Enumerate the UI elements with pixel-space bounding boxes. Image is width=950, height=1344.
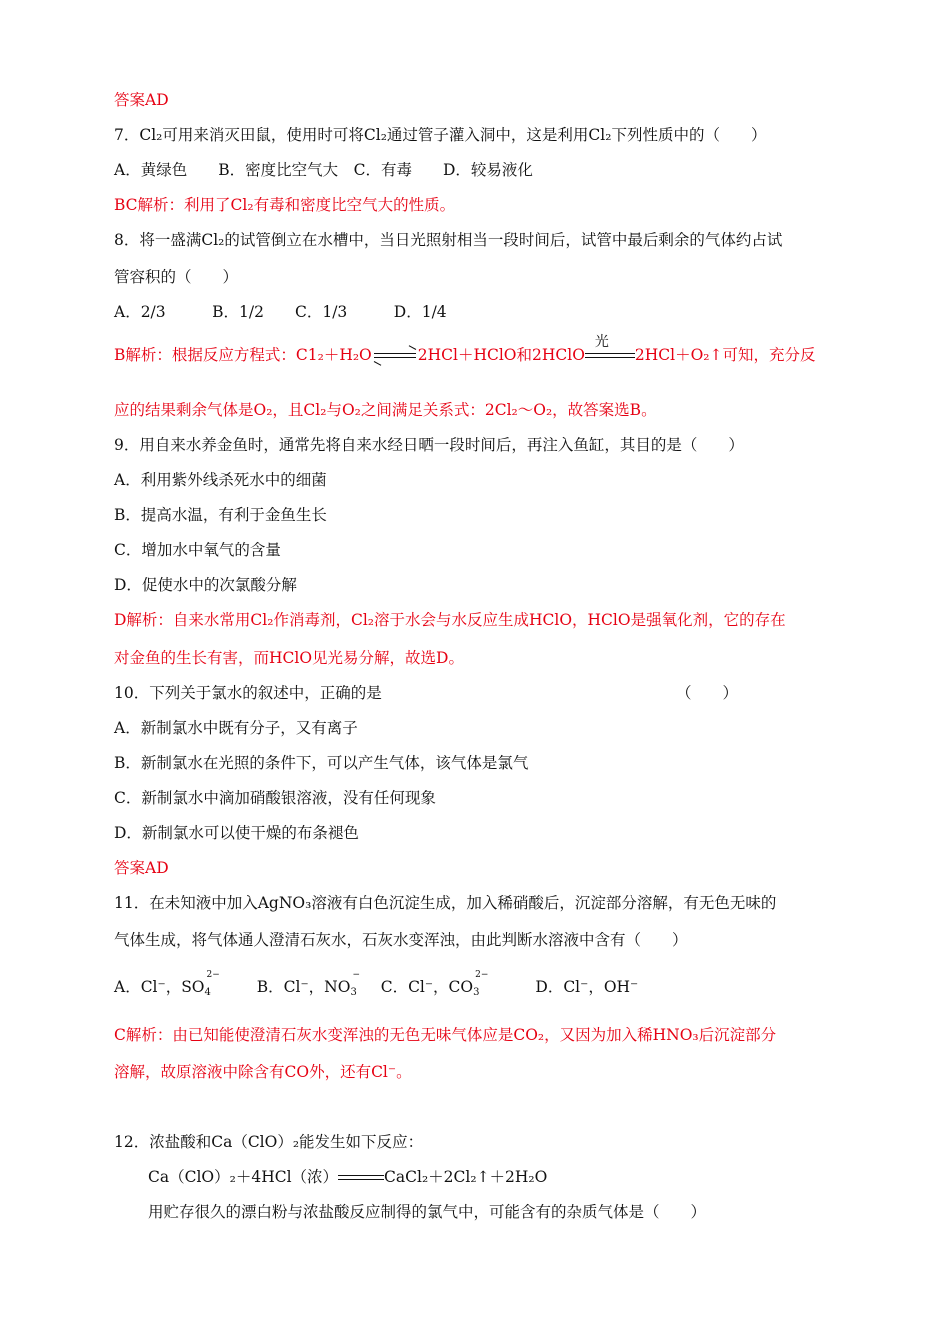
question-8-options: A．2/3 B．1/2 C．1/3 D．1/4: [114, 303, 447, 321]
equation-right: CaCl₂＋2Cl₂↑＋2H₂O: [384, 1168, 548, 1186]
question-10-option-c: C．新制氯水中滴加硝酸银溶液，没有任何现象: [114, 789, 436, 807]
option-a-subscript: 4: [204, 987, 211, 998]
question-10-option-a: A．新制氯水中既有分子，又有离子: [114, 719, 358, 737]
answer-q6: 答案AD: [114, 91, 169, 109]
option-c-text: C．Cl⁻，CO: [380, 978, 474, 996]
option-a-charge: 2−: [206, 970, 220, 980]
question-7-explanation: BC解析：利用了Cl₂有毒和密度比空气大的性质。: [114, 196, 456, 214]
answer-q10: 答案AD: [114, 859, 169, 877]
question-11-line1: 11．在未知液中加入AgNO₃溶液有白色沉淀生成，加入稀硝酸后，沉淀部分溶解，有无色无味的: [114, 894, 777, 912]
condition-light: 光: [594, 334, 609, 350]
question-10-option-b: B．新制氯水在光照的条件下，可以产生气体，该气体是氯气: [114, 754, 529, 772]
question-10-answer-paren: （ ）: [676, 684, 739, 702]
question-9-option-b: B．提高水温，有利于金鱼生长: [114, 506, 327, 524]
question-8-line2: 管容积的（ ）: [114, 268, 239, 286]
question-12: 12．浓盐酸和Ca（ClO）₂能发生如下反应：: [114, 1133, 424, 1151]
question-7: 7．Cl₂可用来消灭田鼠，使用时可将Cl₂通过管子灌入洞中，这是利用Cl₂下列性质中的（ ）: [114, 126, 767, 144]
question-7-options: A．黄绿色 B．密度比空气大 C．有毒 D．较易液化: [114, 161, 533, 179]
option-b-text: B．Cl⁻，NO: [256, 978, 351, 996]
equals-arrow-icon: [338, 1173, 384, 1183]
question-9-explanation-line2: 对金鱼的生长有害，而HClO见光易分解，故选D。: [114, 649, 464, 667]
option-a-text: A．Cl⁻，SO: [114, 978, 205, 996]
question-8-explanation-line1: [114, 334, 816, 365]
q8-exp-head: B解析：根据反应方程式：C1₂＋H₂O: [114, 346, 372, 364]
option-c-subscript: 3: [473, 987, 480, 998]
question-9-explanation-line1: D解析：自来水常用Cl₂作消毒剂，Cl₂溶于水会与水反应生成HClO，HClO是强氧化剂，它的存在: [114, 611, 786, 629]
equals-arrow-icon: [585, 334, 635, 361]
equation-left: Ca（ClO）₂＋4HCl（浓）: [148, 1168, 339, 1186]
q8-exp-tail: 2HCl＋O₂↑可知，充分反: [634, 346, 816, 364]
question-11-explanation-line1: C解析：由已知能使澄清石灰水变浑浊的无色无味气体应是CO₂，又因为加入稀HNO₃后沉淀部分: [114, 1026, 777, 1044]
option-c-charge: 2−: [475, 970, 489, 980]
question-11-options: [114, 970, 639, 998]
question-11-explanation-line2: 溶解，故原溶液中除含有CO外，还有Cl⁻。: [114, 1063, 412, 1081]
question-10: 10．下列关于氯水的叙述中，正确的是: [114, 684, 382, 702]
question-9-option-a: A．利用紫外线杀死水中的细菌: [114, 471, 327, 489]
option-c: [380, 970, 489, 998]
question-12-prompt: 用贮存很久的漂白粉与浓盐酸反应制得的氯气中，可能含有的杂质气体是（ ）: [148, 1203, 707, 1221]
reversible-arrow-icon: [372, 350, 418, 362]
option-b-subscript: 3: [350, 987, 357, 998]
question-8-explanation-line2: 应的结果剩余气体是O₂，且Cl₂与O₂之间满足关系式：2Cl₂～O₂，故答案选B。: [114, 401, 657, 419]
option-b: [256, 970, 360, 998]
option-b-charge: −: [352, 970, 360, 980]
question-11-line2: 气体生成，将气体通人澄清石灰水，石灰水变浑浊，由此判断水溶液中含有（ ）: [114, 931, 688, 949]
question-9-option-c: C．增加水中氧气的含量: [114, 541, 281, 559]
question-9: 9．用自来水养金鱼时，通常先将自来水经日晒一段时间后，再注入鱼缸，其目的是（ ）: [114, 436, 744, 454]
question-9-option-d: D．促使水中的次氯酸分解: [114, 576, 297, 594]
question-10-option-d: D．新制氯水可以使干燥的布条褪色: [114, 824, 359, 842]
question-8-line1: 8．将一盛满Cl₂的试管倒立在水槽中，当日光照射相当一段时间后，试管中最后剩余的气体约占试: [114, 231, 783, 249]
option-a: [114, 970, 220, 998]
option-d: D．Cl⁻，OH⁻: [535, 978, 639, 996]
q8-exp-mid: 2HCl＋HClO和2HClO: [417, 346, 585, 364]
question-12-equation: [148, 1167, 547, 1187]
